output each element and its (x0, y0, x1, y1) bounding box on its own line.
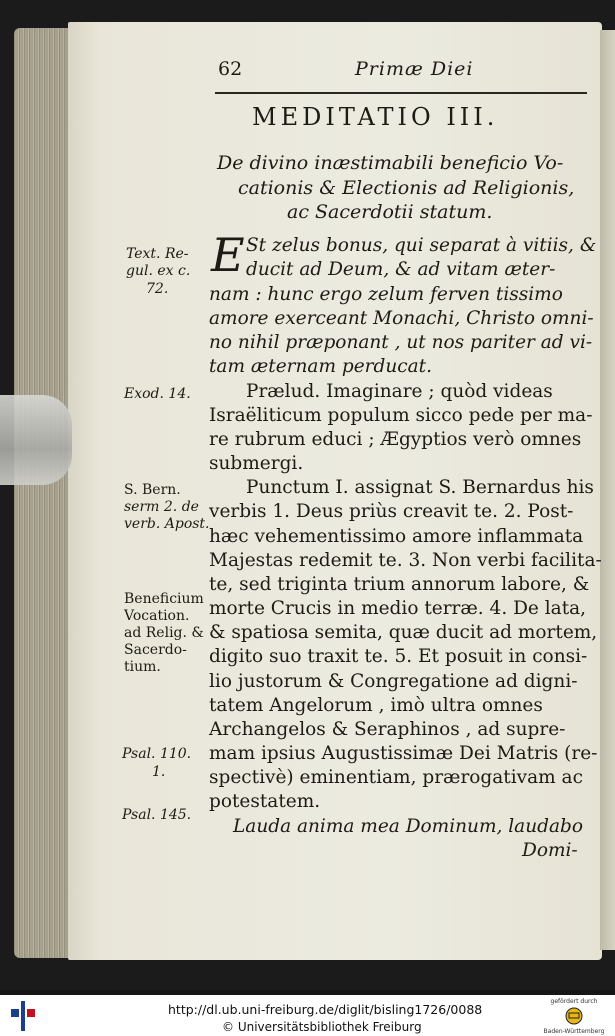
margin-note: Text. Re- (126, 246, 189, 262)
body-line: potestatem. (209, 791, 321, 812)
body-line: spectivè) eminentiam, prærogativam ac (209, 767, 583, 788)
sponsor-label: Baden-Württemberg (543, 1028, 605, 1035)
uni-freiburg-logo-icon (8, 999, 38, 1033)
body-line: amore exerceant Monachi, Christo omni- (209, 308, 594, 329)
page-clip (0, 395, 72, 485)
page-number: 62 (218, 58, 243, 80)
body-line: Prælud. Imaginare ; quòd videas (246, 381, 553, 402)
body-line: lio justorum & Congregatione ad digni- (209, 671, 578, 692)
baden-wuerttemberg-logo-icon (536, 996, 612, 1036)
margin-note: Exod. 14. (124, 386, 191, 402)
body-line: ducit ad Deum, & ad vitam æter- (246, 259, 556, 280)
body-line: Israëliticum populum sicco pede per ma- (209, 405, 593, 426)
margin-note: Psal. 110. (122, 746, 192, 762)
margin-note: ad Relig. & (124, 625, 204, 641)
body-line: hæc vehementissimo amore inflammata (209, 526, 584, 547)
subtitle-line: ac Sacerdotii statum. (287, 201, 493, 223)
page-edges (14, 28, 72, 958)
body-line: mam ipsius Augustissimæ Dei Matris (re- (209, 743, 598, 764)
subtitle-line: De divino inæstimabili beneficio Vo- (217, 152, 564, 174)
body-line: submergi. (209, 453, 304, 474)
margin-note: Psal. 145. (122, 807, 192, 823)
body-line: Lauda anima mea Dominum, laudabo (233, 816, 583, 837)
margin-note: S. Bern. (124, 482, 181, 498)
header-rule (215, 92, 587, 94)
body-line: St zelus bonus, qui separat à vitiis, & (246, 235, 597, 256)
body-line: nam : hunc ergo zelum ferven tissimo (209, 284, 563, 305)
margin-note: tium. (124, 659, 161, 675)
body-line: Archangelos & Seraphinos , ad supre- (209, 719, 566, 740)
margin-note: serm 2. de (124, 499, 199, 515)
margin-note: 72. (146, 281, 169, 297)
margin-note: gul. ex c. (126, 263, 191, 279)
sponsor-small-label: gefördert durch (550, 998, 598, 1005)
permalink-url[interactable]: http://dl.ub.uni-freiburg.de/diglit/bisling1726/0088 (168, 1002, 483, 1017)
drop-cap: E (211, 228, 245, 282)
body-line: no nihil præponant , ut nos pariter ad vi- (209, 332, 593, 353)
body-line: Punctum I. assignat S. Bernardus his (246, 477, 594, 498)
margin-note: Vocation. (124, 608, 190, 624)
body-line: verbis 1. Deus priùs creavit te. 2. Post- (209, 501, 574, 522)
body-line: morte Crucis in medio terræ. 4. De lata, (209, 598, 587, 619)
body-line: re rubrum educi ; Ægyptios verò omnes (209, 429, 582, 450)
margin-note: verb. Apost. (124, 516, 210, 532)
margin-note: Beneficium (124, 591, 204, 607)
next-page-edge (600, 30, 615, 950)
body-line: Majestas redemit te. 3. Non verbi facilita- (209, 550, 602, 571)
body-line: digito suo traxit te. 5. Et posuit in consi- (209, 646, 588, 667)
copyright-notice: © Universitätsbibliothek Freiburg (222, 1020, 422, 1034)
body-line: tam æternam perducat. (209, 356, 432, 377)
body-line: tatem Angelorum , imò ultra omnes (209, 695, 543, 716)
running-title: Primæ Diei (355, 58, 474, 80)
body-line: & spatiosa semita, quæ ducit ad mortem, (209, 622, 598, 643)
margin-note: 1. (152, 764, 166, 780)
page-title: MEDITATIO III. (252, 103, 499, 131)
subtitle-line: cationis & Electionis ad Religionis, (238, 177, 575, 199)
margin-note: Sacerdo- (124, 642, 187, 658)
body-line: te, sed triginta trium annorum labore, & (209, 574, 590, 595)
catchword: Domi- (522, 840, 578, 861)
